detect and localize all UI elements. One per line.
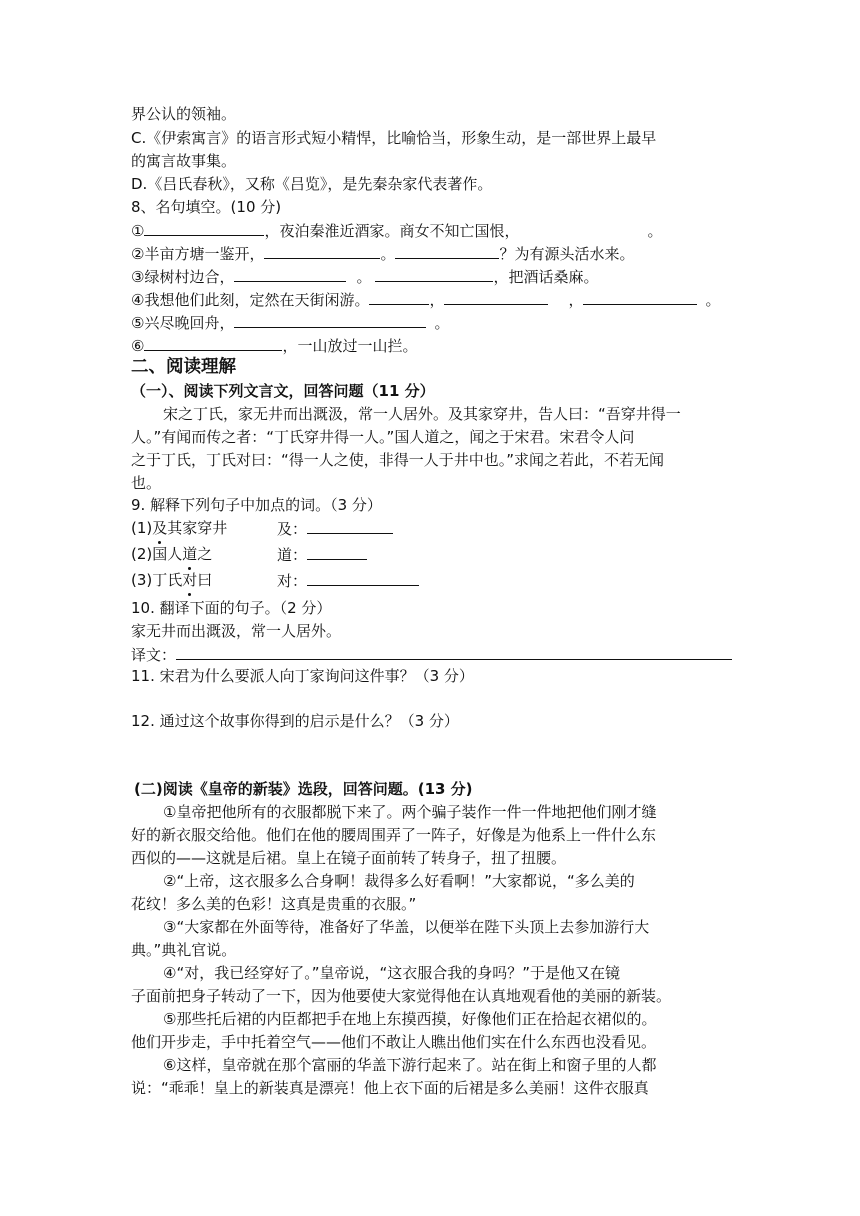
text-line: 界公认的领袖。 xyxy=(131,105,237,123)
vocab-label: 对： xyxy=(277,572,308,590)
fill-line-6 xyxy=(131,334,417,357)
fill-line-1 xyxy=(131,219,662,242)
fill-line-3 xyxy=(131,265,598,288)
vocab-pre: (1) xyxy=(131,519,153,537)
story-line: ⑥这样，皇帝就在那个富丽的华盖下游行起来了。站在街上和窗子里的人都 xyxy=(163,1056,657,1074)
fill-text: ？为有源头活水来。 xyxy=(499,245,635,263)
vocab-answer-group xyxy=(277,543,367,566)
story-line: 西似的——这就是后裙。皇上在镜子面前转了转身子，扭了扭腰。 xyxy=(131,849,567,867)
option-c-line-1: C.《伊索寓言》的语言形式短小精悍，比喻恰当，形象生动，是一部世界上最早 xyxy=(131,129,657,147)
question-11: 11. 宋君为什么要派人向丁家询问这件事？（3 分） xyxy=(131,667,474,685)
vocab-answer-group xyxy=(277,517,393,540)
fill-line-4 xyxy=(131,288,721,311)
fill-text: 。 xyxy=(647,222,663,240)
story-line: ⑤那些托后裙的内臣都把手在地上东摸西摸，好像他们正在拾起衣裙似的。 xyxy=(163,1010,657,1028)
section-heading: 二、阅读理解 xyxy=(131,357,236,377)
option-d-line: D.《吕氏春秋》，又称《吕览》，是先秦杂家代表著作。 xyxy=(131,175,493,193)
question-10-sentence: 家无井而出溉汲，常一人居外。 xyxy=(131,622,342,640)
fill-text: 。 xyxy=(380,245,396,263)
translation-line xyxy=(131,643,732,666)
translation-label: 译文： xyxy=(131,646,177,664)
option-c-line-2: 的寓言故事集。 xyxy=(131,152,237,170)
vocab-label: 及： xyxy=(277,520,308,538)
fill-text: 。 xyxy=(356,268,372,286)
story-line: 好的新衣服交给他。他们在他的腰周围弄了一阵子，好像是为他系上一件什么东 xyxy=(131,826,657,844)
fill-text: ④我想他们此刻，定然在天街闲游。 xyxy=(131,291,370,309)
fill-text: ，一山放过一山拦。 xyxy=(282,337,418,355)
fill-line-2 xyxy=(131,242,634,265)
fill-text: ，夜泊秦淮近酒家。商女不知亡国恨， xyxy=(264,222,520,240)
answer-blank[interactable] xyxy=(144,219,264,236)
fill-text: ① xyxy=(131,222,145,240)
question-8-title: 8、名句填空。(10 分) xyxy=(131,198,282,216)
fill-text: ③绿树村边合， xyxy=(131,268,235,286)
answer-blank[interactable] xyxy=(234,265,346,282)
answer-blank[interactable] xyxy=(307,569,419,586)
answer-blank[interactable] xyxy=(307,517,393,534)
vocab-pre: (3)丁氏 xyxy=(131,571,183,589)
story-line: 说：“乖乖！皇上的新装真是漂亮！他上衣下面的后裙是多么美丽！这件衣服真 xyxy=(131,1079,649,1097)
story-line: ①皇帝把他所有的衣服都脱下来了。两个骗子装作一件一件地把他们刚才缝 xyxy=(163,803,657,821)
answer-blank[interactable] xyxy=(583,288,697,305)
fill-text: ，把酒话桑麻。 xyxy=(493,268,599,286)
answer-blank[interactable] xyxy=(369,288,429,305)
part-2-title: (二)阅读《皇帝的新装》选段，回答问题。(13 分) xyxy=(134,780,473,798)
answer-blank[interactable] xyxy=(444,288,548,305)
answer-blank[interactable] xyxy=(375,265,493,282)
fill-text: ， xyxy=(429,291,445,309)
fill-text: 。 xyxy=(705,291,721,309)
question-12: 12. 通过这个故事你得到的启示是什么？（3 分） xyxy=(131,712,459,730)
passage-line: 宋之丁氏，家无井而出溉汲，常一人居外。及其家穿井，告人曰：“吾穿井得一 xyxy=(163,405,681,423)
dotted-word: 道 xyxy=(182,545,198,563)
dotted-word: 对 xyxy=(182,571,198,589)
fill-text: 。 xyxy=(434,314,450,332)
story-line: 典。”典礼官说。 xyxy=(131,941,237,959)
answer-blank[interactable] xyxy=(307,543,367,560)
story-line: ③“大家都在外面等待，准备好了华盖，以便举在陛下头顶上去参加游行大 xyxy=(163,918,650,936)
vocab-item-3 xyxy=(131,569,431,591)
translation-answer-blank[interactable] xyxy=(176,643,732,660)
story-line: 子面前把身子转动了一下，因为他要使大家觉得他在认真地观看他的美丽的新装。 xyxy=(131,987,672,1005)
vocab-after: 其家穿井 xyxy=(167,519,228,537)
fill-text: ， xyxy=(568,291,584,309)
part-1-title: （一）、阅读下列文言文，回答问题（11 分） xyxy=(131,382,435,400)
vocab-after: 之 xyxy=(197,545,213,563)
vocab-item-1 xyxy=(131,517,431,539)
fill-line-5 xyxy=(131,311,449,334)
answer-blank[interactable] xyxy=(234,311,426,328)
answer-blank[interactable] xyxy=(144,334,282,351)
answer-blank[interactable] xyxy=(395,242,499,259)
vocab-pre: (2)国人 xyxy=(131,545,183,563)
vocab-after: 曰 xyxy=(197,571,213,589)
vocab-answer-group xyxy=(277,569,419,592)
story-line: 他们开步走，手中托着空气——他们不敢让人瞧出他们实在什么东西也没看见。 xyxy=(131,1033,657,1051)
question-9-title: 9. 解释下列句子中加点的词。（3 分） xyxy=(131,496,382,514)
vocab-item-2 xyxy=(131,543,431,565)
passage-line: 之于丁氏，丁氏对曰：“得一人之使，非得一人于井中也。”求闻之若此，不若无闻 xyxy=(131,451,665,469)
answer-blank[interactable] xyxy=(264,242,380,259)
vocab-label: 道： xyxy=(277,546,308,564)
fill-text: ②半亩方塘一鉴开， xyxy=(131,245,265,263)
story-line: ④“对，我已经穿好了。”皇帝说，“这衣服合我的身吗？”于是他又在镜 xyxy=(163,964,621,982)
dotted-word: 及 xyxy=(152,519,168,537)
fill-text: ⑤兴尽晚回舟， xyxy=(131,314,235,332)
story-line: ②“上帝，这衣服多么合身啊！裁得多么好看啊！”大家都说，“多么美的 xyxy=(163,872,635,890)
story-line: 花纹！多么美的色彩！这真是贵重的衣服。” xyxy=(131,895,417,913)
answer-blank[interactable] xyxy=(519,219,647,236)
passage-line: 人。”有闻而传之者：“丁氏穿井得一人。”国人道之，闻之于宋君。宋君令人问 xyxy=(131,428,635,446)
passage-line: 也。 xyxy=(131,474,162,492)
question-10-title: 10. 翻译下面的句子。（2 分） xyxy=(131,599,332,617)
fill-text: ⑥ xyxy=(131,337,145,355)
